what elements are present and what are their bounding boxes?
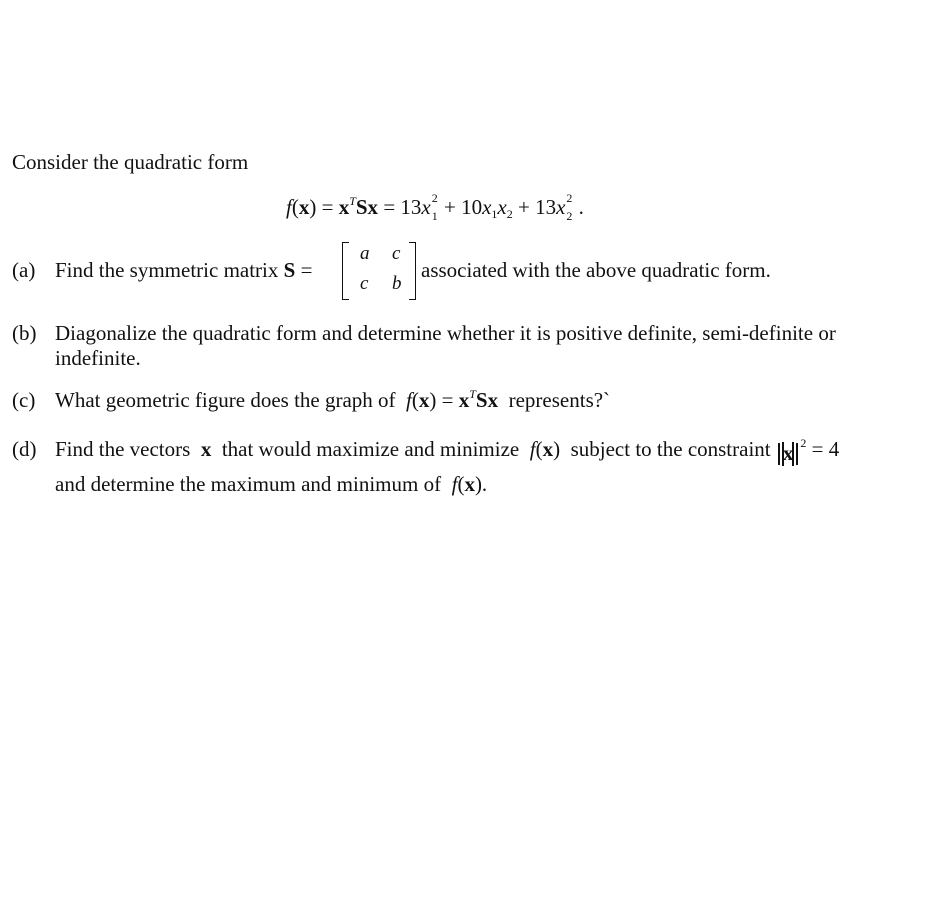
matrix-cell-c-top: c [392, 243, 401, 264]
matrix-s [342, 242, 416, 300]
matrix-cell-c-bottom: c [360, 273, 369, 294]
part-a-text-before: Find the symmetric matrix [55, 258, 279, 282]
part-d-line2: and determine the maximum and minimum of [55, 472, 442, 496]
part-d-text2: that would maximize and minimize [221, 437, 520, 461]
intro-text: Consider the quadratic form [12, 150, 249, 174]
part-a-text-after: associated with the above quadratic form. [421, 258, 771, 282]
part-a-text: Find the symmetric matrix S = [55, 258, 313, 282]
part-b-label: (b) [12, 321, 37, 345]
part-b-line2: indefinite. [55, 346, 141, 370]
part-c-text-before: What geometric figure does the graph of [55, 388, 396, 412]
part-d-line1: Find the vectors x that would maximize and minimize f(x) subject to the constraint x $^2$ = 4 [55, 436, 840, 465]
part-d-text3: subject to the constraint [570, 437, 771, 461]
part-b-line1: Diagonalize the quadratic form and determine whether it is positive definite, semi-definite or [55, 321, 836, 345]
matrix-cell-a: a [360, 243, 370, 264]
quadratic-form-equation: $f(x) = x^TSx = 13x$ 2 1 + $10x_1x_2 + 13x$ 2 2 . [286, 191, 584, 223]
part-a-label: (a) [12, 258, 36, 282]
matrix-right-bracket [409, 242, 416, 300]
part-d-line2-wrap: and determine the maximum and minimum of f(x). [55, 472, 488, 496]
part-c-text: What geometric figure does the graph of $f(x) = x^TSx$ represents?` [55, 387, 611, 412]
part-d-label: (d) [12, 437, 37, 461]
matrix-left-bracket [342, 242, 349, 300]
part-d-text1: Find the vectors [55, 437, 191, 461]
matrix-cell-b: b [392, 273, 402, 294]
part-c-label: (c) [12, 388, 36, 412]
part-c-text-after: represents?` [508, 388, 611, 412]
